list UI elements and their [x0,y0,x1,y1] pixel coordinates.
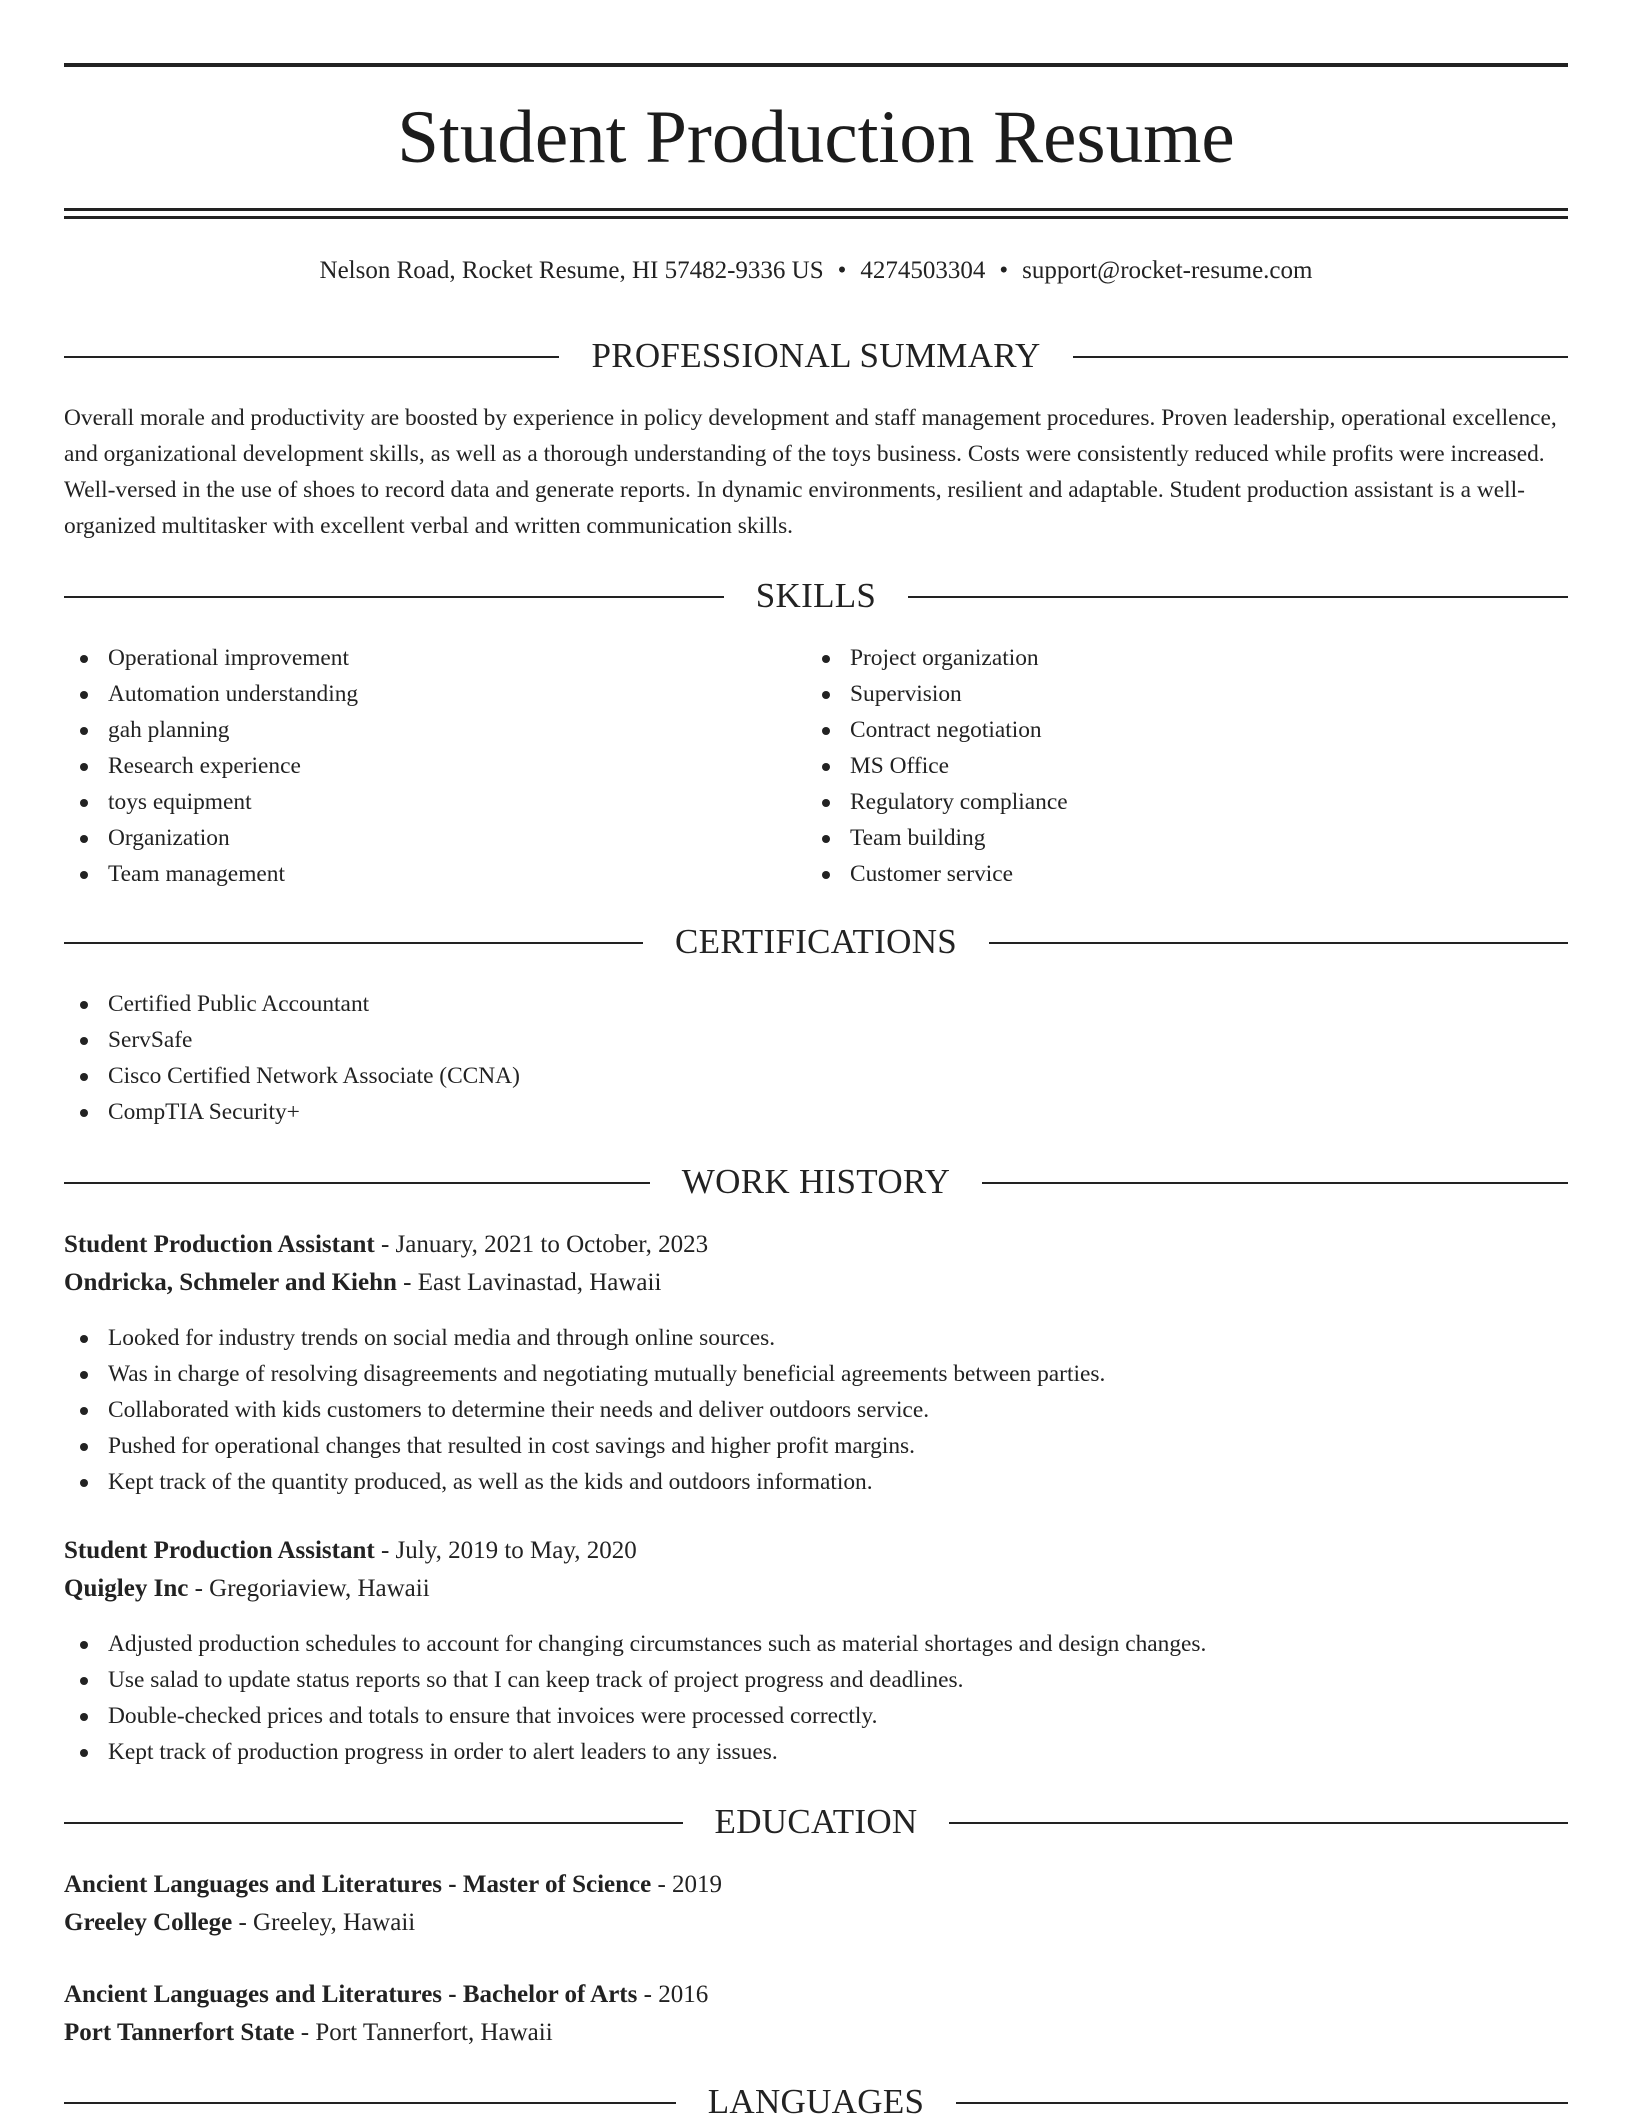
page-title: Student Production Resume [397,96,1235,179]
job-title: Student Production Assistant [64,1537,375,1564]
education-school: Port Tannerfort State [64,2019,295,2046]
header-double-rule-upper [64,208,1568,211]
education-location: - Port Tannerfort, Hawaii [294,2019,553,2046]
header-top-rule [64,63,1568,67]
education-year: - 2016 [637,1981,709,2008]
skill-item: gah planning [64,712,804,748]
skill-item: Contract negotiation [806,712,1546,748]
contact-phone: 4274503304 [860,257,986,284]
section-header-summary [64,334,1568,378]
job-bullet: Collaborated with kids customers to determine their needs and deliver outdoors service. [64,1392,1568,1428]
education-location: - Greeley, Hawaii [232,1909,416,1936]
job-title-line [64,1532,637,1570]
job-bullet: Kept track of the quantity produced, as well as the kids and outdoors information. [64,1464,1568,1500]
job-bullet: Double-checked prices and totals to ensure that invoices were processed correctly. [64,1698,1568,1734]
section-header-work-history [64,1160,1568,1204]
job-bullet: Use salad to update status reports so that I can keep track of project progress and deadlines. [64,1662,1568,1698]
job-company-line [64,1264,661,1302]
contact-address: Nelson Road, Rocket Resume, HI 57482-9336 US [319,257,824,284]
summary-paragraph: Overall morale and productivity are boosted by experience in policy development and staff management procedures. Proven leadership, operational excellence, and organizational development skills, as well as a thorough understanding of the toys business. Costs were consistently reduced while profits were increased. Well-versed in the use of shoes to record data and generate reports. In dynamic environments, resilient and adaptable. Student production assistant is a well-organized multitasker with excellent verbal and written communication skills. [64,405,1557,539]
section-header-languages [64,2080,1568,2124]
job-dates: - July, 2019 to May, 2020 [374,1537,637,1564]
contact-separator: • [999,257,1009,284]
education-school-line [64,2014,553,2052]
job-company-line [64,1570,430,1608]
skill-item: Automation understanding [64,676,804,712]
job-bullet: Adjusted production schedules to account for changing circumstances such as material shortages and design changes. [64,1626,1568,1662]
section-title: CERTIFICATIONS [643,920,989,964]
job-location: - East Lavinastad, Hawaii [396,1269,662,1296]
skill-item: toys equipment [64,784,804,820]
header-double-rule-lower [64,216,1568,219]
certifications-list [64,986,1568,1130]
job-dates: - January, 2021 to October, 2023 [374,1231,709,1258]
section-header-certifications [64,920,1568,964]
job-title-line [64,1226,708,1264]
education-degree: Ancient Languages and Literatures - Bachelor of Arts [64,1981,638,2008]
skill-item: Team management [64,856,804,892]
job-company: Ondricka, Schmeler and Kiehn [64,1269,397,1296]
skill-item: Research experience [64,748,804,784]
education-degree-line [64,1866,722,1904]
skill-item: MS Office [806,748,1546,784]
job-location: - Gregoriaview, Hawaii [188,1575,430,1602]
section-title: SKILLS [724,574,908,618]
certification-item: CompTIA Security+ [64,1094,1568,1130]
job-company: Quigley Inc [64,1575,189,1602]
skill-item: Project organization [806,640,1546,676]
section-title: EDUCATION [683,1800,950,1844]
section-header-skills [64,574,1568,618]
job-title: Student Production Assistant [64,1231,375,1258]
education-school: Greeley College [64,1909,233,1936]
skill-item: Team building [806,820,1546,856]
skill-item: Operational improvement [64,640,804,676]
education-year: - 2019 [651,1871,723,1898]
skills-list-right [806,640,1546,892]
job-bullet: Was in charge of resolving disagreements and negotiating mutually beneficial agreements between parties. [64,1356,1568,1392]
certification-item: ServSafe [64,1022,1568,1058]
section-title: PROFESSIONAL SUMMARY [559,334,1072,378]
section-title: WORK HISTORY [650,1160,982,1204]
education-degree-line [64,1976,708,2014]
education-school-line [64,1904,415,1942]
certification-item: Certified Public Accountant [64,986,1568,1022]
job-bullet: Looked for industry trends on social media and through online sources. [64,1320,1568,1356]
job-bullets [64,1320,1568,1500]
certification-item: Cisco Certified Network Associate (CCNA) [64,1058,1568,1094]
section-header-education [64,1800,1568,1844]
education-degree: Ancient Languages and Literatures - Master of Science [64,1871,652,1898]
skill-item: Supervision [806,676,1546,712]
section-title: LANGUAGES [676,2080,957,2124]
contact-email[interactable]: support@rocket-resume.com [1022,257,1313,284]
skill-item: Customer service [806,856,1546,892]
job-bullet: Kept track of production progress in order to alert leaders to any issues. [64,1734,1568,1770]
skill-item: Organization [64,820,804,856]
job-bullet: Pushed for operational changes that resulted in cost savings and higher profit margins. [64,1428,1568,1464]
contact-line [64,252,1568,290]
skills-list-left [64,640,804,892]
job-bullets [64,1626,1568,1770]
contact-separator: • [837,257,847,284]
skill-item: Regulatory compliance [806,784,1546,820]
